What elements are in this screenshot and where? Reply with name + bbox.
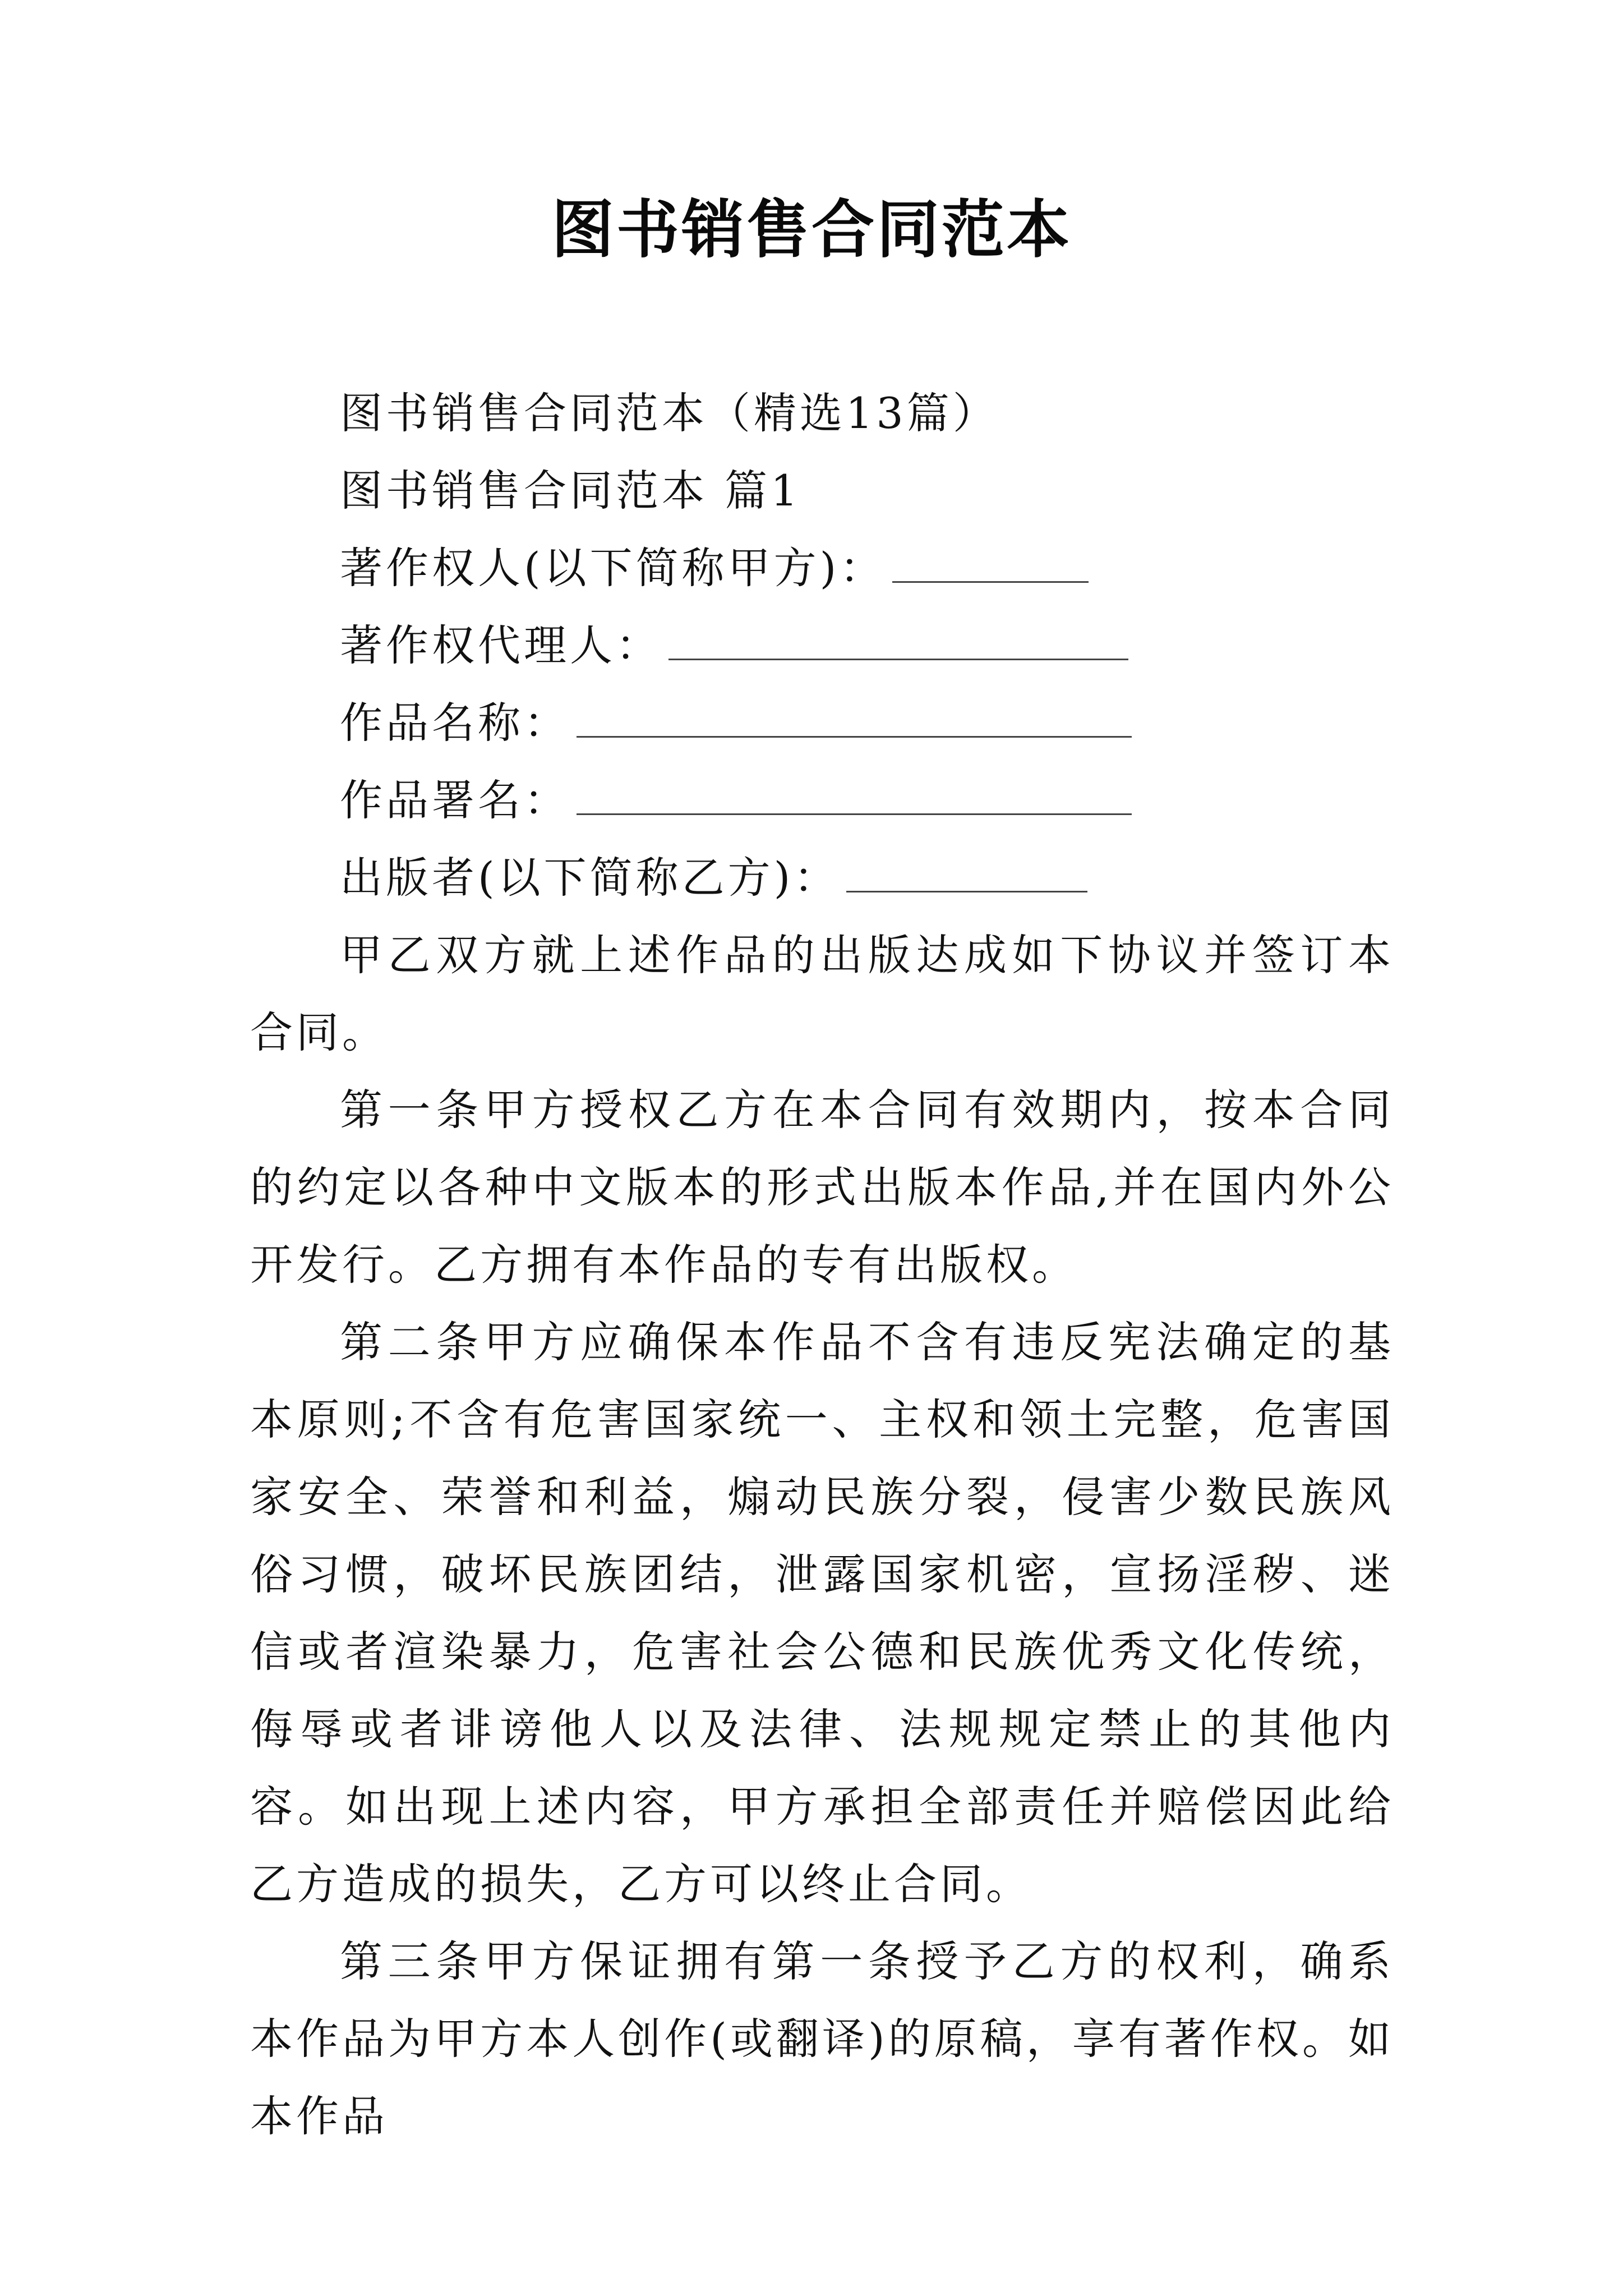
paragraph-article-2: 第二条甲方应确保本作品不含有违反宪法确定的基本原则;不含有危害国家统一、主权和领土完整，危害国家安全、荣誉和利益，煽动民族分裂，侵害少数民族风俗习惯，破坏民族团结，泄露国家机密，宣扬淫秽、迷信或者渲染暴力，危害社会公德和民族优秀文化传统，侮辱或者诽谤他人以及法律、法规规定禁止的其他内容。如出现上述内容，甲方承担全部责任并赔偿因此给乙方造成的损失，乙方可以终止合同。: [250, 1317, 1394, 1909]
blank-line: [577, 770, 1132, 815]
blank-line: [668, 615, 1128, 660]
section-heading: 图书销售合同范本 篇1: [340, 466, 801, 516]
field-label: 出版者(以下简称乙方)：: [340, 853, 840, 903]
document-body: [250, 375, 1394, 2155]
paragraph-article-1: 第一条甲方授权乙方在本合同有效期内，按本合同的约定以各种中文版本的形式出版本作品,并在国内外公开发行。乙方拥有本作品的专有出版权。: [250, 1085, 1394, 1290]
blank-line: [577, 692, 1132, 738]
field-copyright-owner: [250, 530, 1394, 607]
field-label: 作品名称：: [340, 698, 570, 748]
field-work-title: [250, 684, 1394, 762]
document-title: 图书销售合同范本: [551, 194, 1072, 266]
field-label: 作品署名：: [340, 775, 570, 825]
blank-line: [892, 537, 1089, 583]
paragraph-agreement: 甲乙双方就上述作品的出版达成如下协议并签订本合同。: [250, 930, 1394, 1057]
field-publisher: [250, 839, 1394, 917]
paragraph-article-3: 第三条甲方保证拥有第一条授予乙方的权利，确系本作品为甲方本人创作(或翻译)的原稿，享有著作权。如本作品: [250, 1936, 1394, 2141]
field-label: 著作权人(以下简称甲方)：: [340, 543, 886, 593]
field-work-attribution: [250, 762, 1394, 839]
field-copyright-agent: [250, 607, 1394, 684]
field-label: 著作权代理人：: [340, 620, 662, 670]
blank-line: [846, 847, 1087, 892]
document-subtitle: 图书销售合同范本（精选13篇）: [340, 388, 999, 438]
